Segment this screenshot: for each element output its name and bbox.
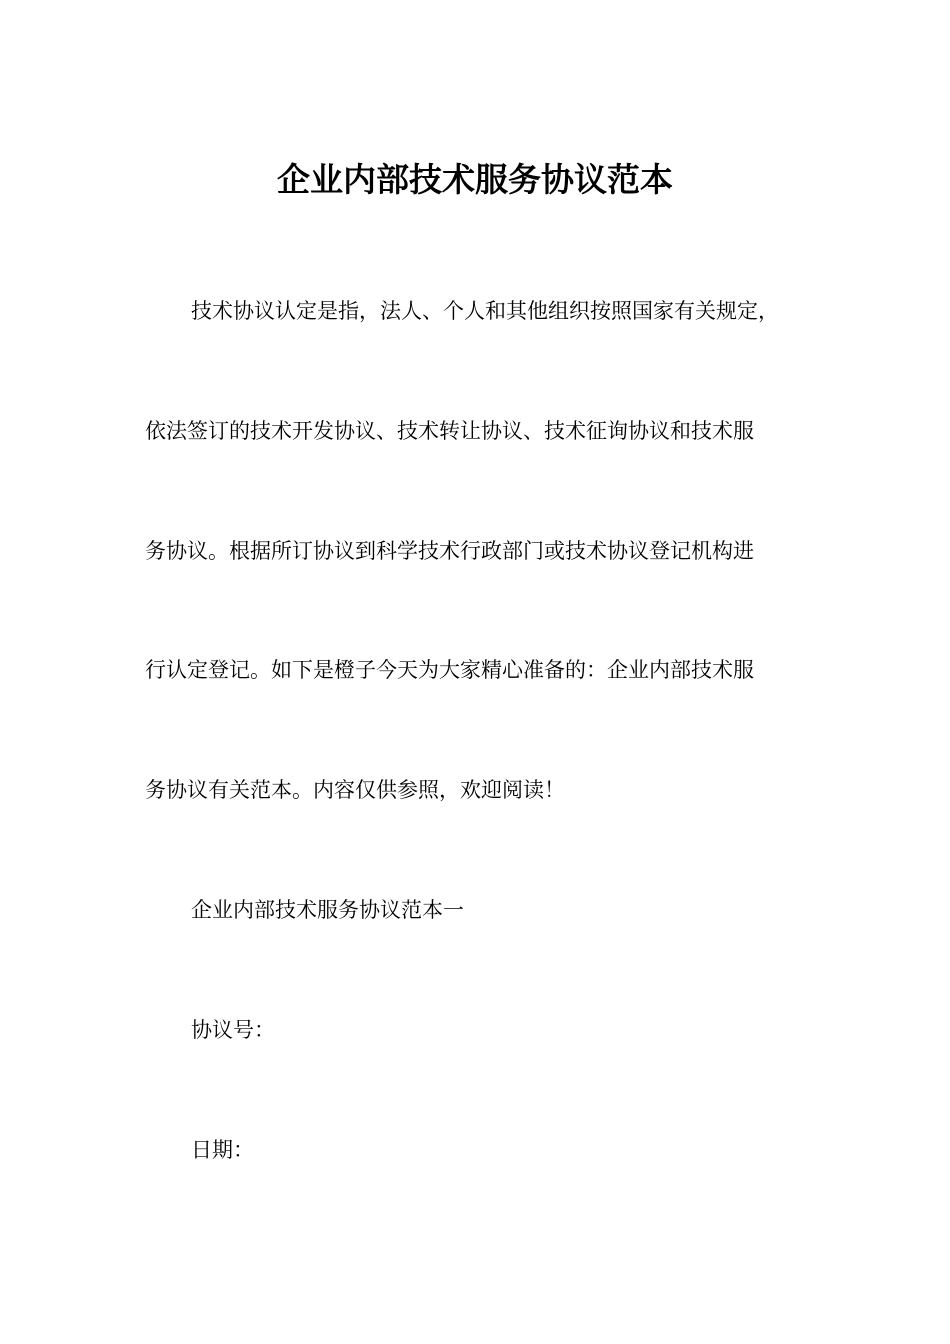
document-title: 企业内部技术服务协议范本 [277,160,673,199]
section-heading: 企业内部技术服务协议范本一 [191,898,464,922]
date-label: 日期： [191,1138,254,1162]
intro-line-2: 依法签订的技术开发协议、技术转让协议、技术征询协议和技术服 [145,419,754,443]
intro-line-1: 技术协议认定是指，法人、个人和其他组织按照国家有关规定， [191,299,779,323]
intro-line-4: 行认定登记。如下是橙子今天为大家精心准备的：企业内部技术服 [145,658,754,682]
intro-line-5: 务协议有关范本。内容仅供参照，欢迎阅读！ [145,778,565,802]
intro-line-3: 务协议。根据所订协议到科学技术行政部门或技术协议登记机构进 [145,539,754,563]
agreement-number-label: 协议号： [191,1018,275,1042]
